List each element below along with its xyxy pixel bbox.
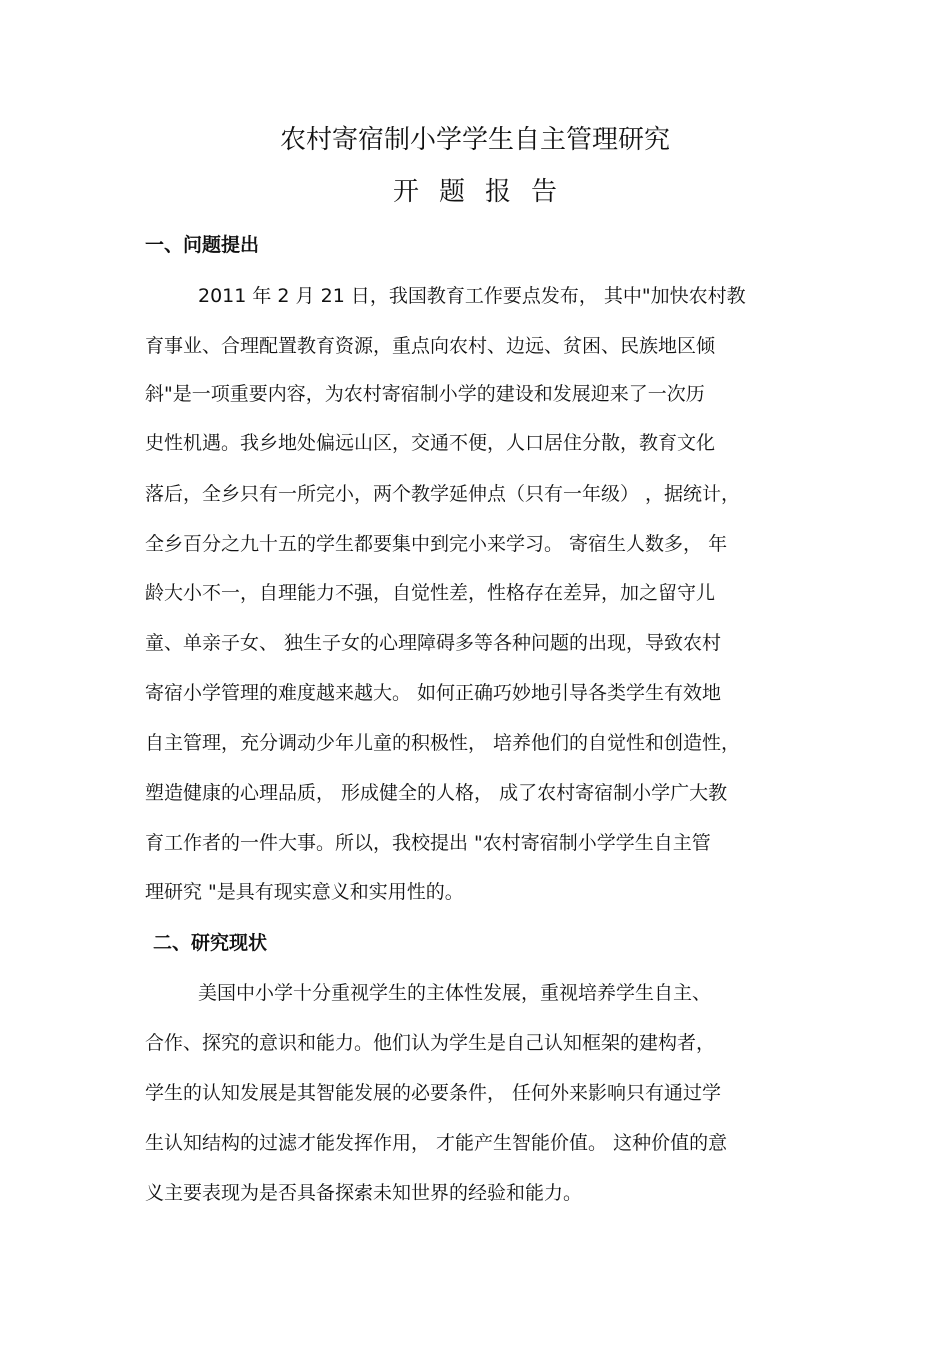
paragraph-line: 落后，全乡只有一所完小，两个教学延伸点（只有一年级） ，据统计， — [145, 483, 741, 505]
paragraph-line: 史性机遇。我乡地处偏远山区，交通不便，人口居住分散，教育文化 — [145, 432, 716, 454]
section-heading-problem: 一、问题提出 — [145, 234, 260, 256]
paragraph-line: 自主管理，充分调动少年儿童的积极性， 培养他们的自觉性和创造性， — [145, 732, 741, 754]
section-heading-status: 二、研究现状 — [153, 932, 268, 954]
paragraph-line: 合作、探究的意识和能力。他们认为学生是自己认知框架的建构者， — [145, 1032, 716, 1054]
paragraph-line: 全乡百分之九十五的学生都要集中到完小来学习。 寄宿生人数多， 年 — [145, 533, 728, 555]
paragraph-line: 2011 年 2 月 21 日，我国教育工作要点发布， 其中"加快农村教 — [198, 285, 746, 307]
paragraph-line: 生认知结构的过滤才能发挥作用， 才能产生智能价值。 这种价值的意 — [145, 1132, 728, 1154]
paragraph-line: 美国中小学十分重视学生的主体性发展，重视培养学生自主、 — [198, 982, 712, 1004]
paragraph-line: 学生的认知发展是其智能发展的必要条件， 任何外来影响只有通过学 — [145, 1082, 722, 1104]
paragraph-line: 童、单亲子女、 独生子女的心理障碍多等各种问题的出现，导致农村 — [145, 632, 722, 654]
paragraph-line: 育工作者的一件大事。所以，我校提出 "农村寄宿制小学学生自主管 — [145, 832, 711, 854]
paragraph-line: 斜"是一项重要内容，为农村寄宿制小学的建设和发展迎来了一次历 — [145, 383, 705, 405]
paragraph-line: 理研究 "是具有现实意义和实用性的。 — [145, 881, 464, 903]
paragraph-line: 龄大小不一，自理能力不强，自觉性差，性格存在差异，加之留守儿 — [145, 582, 716, 604]
document-subtitle: 开题报告 — [392, 177, 577, 207]
paragraph-line: 育事业、合理配置教育资源，重点向农村、边远、贫困、民族地区倾 — [145, 335, 716, 357]
paragraph-line: 寄宿小学管理的难度越来越大。 如何正确巧妙地引导各类学生有效地 — [145, 682, 722, 704]
paragraph-line: 义主要表现为是否具备探索未知世界的经验和能力。 — [145, 1182, 583, 1204]
document-title: 农村寄宿制小学学生自主管理研究 — [279, 125, 670, 155]
paragraph-line: 塑造健康的心理品质， 形成健全的人格， 成了农村寄宿制小学广大教 — [145, 782, 728, 804]
